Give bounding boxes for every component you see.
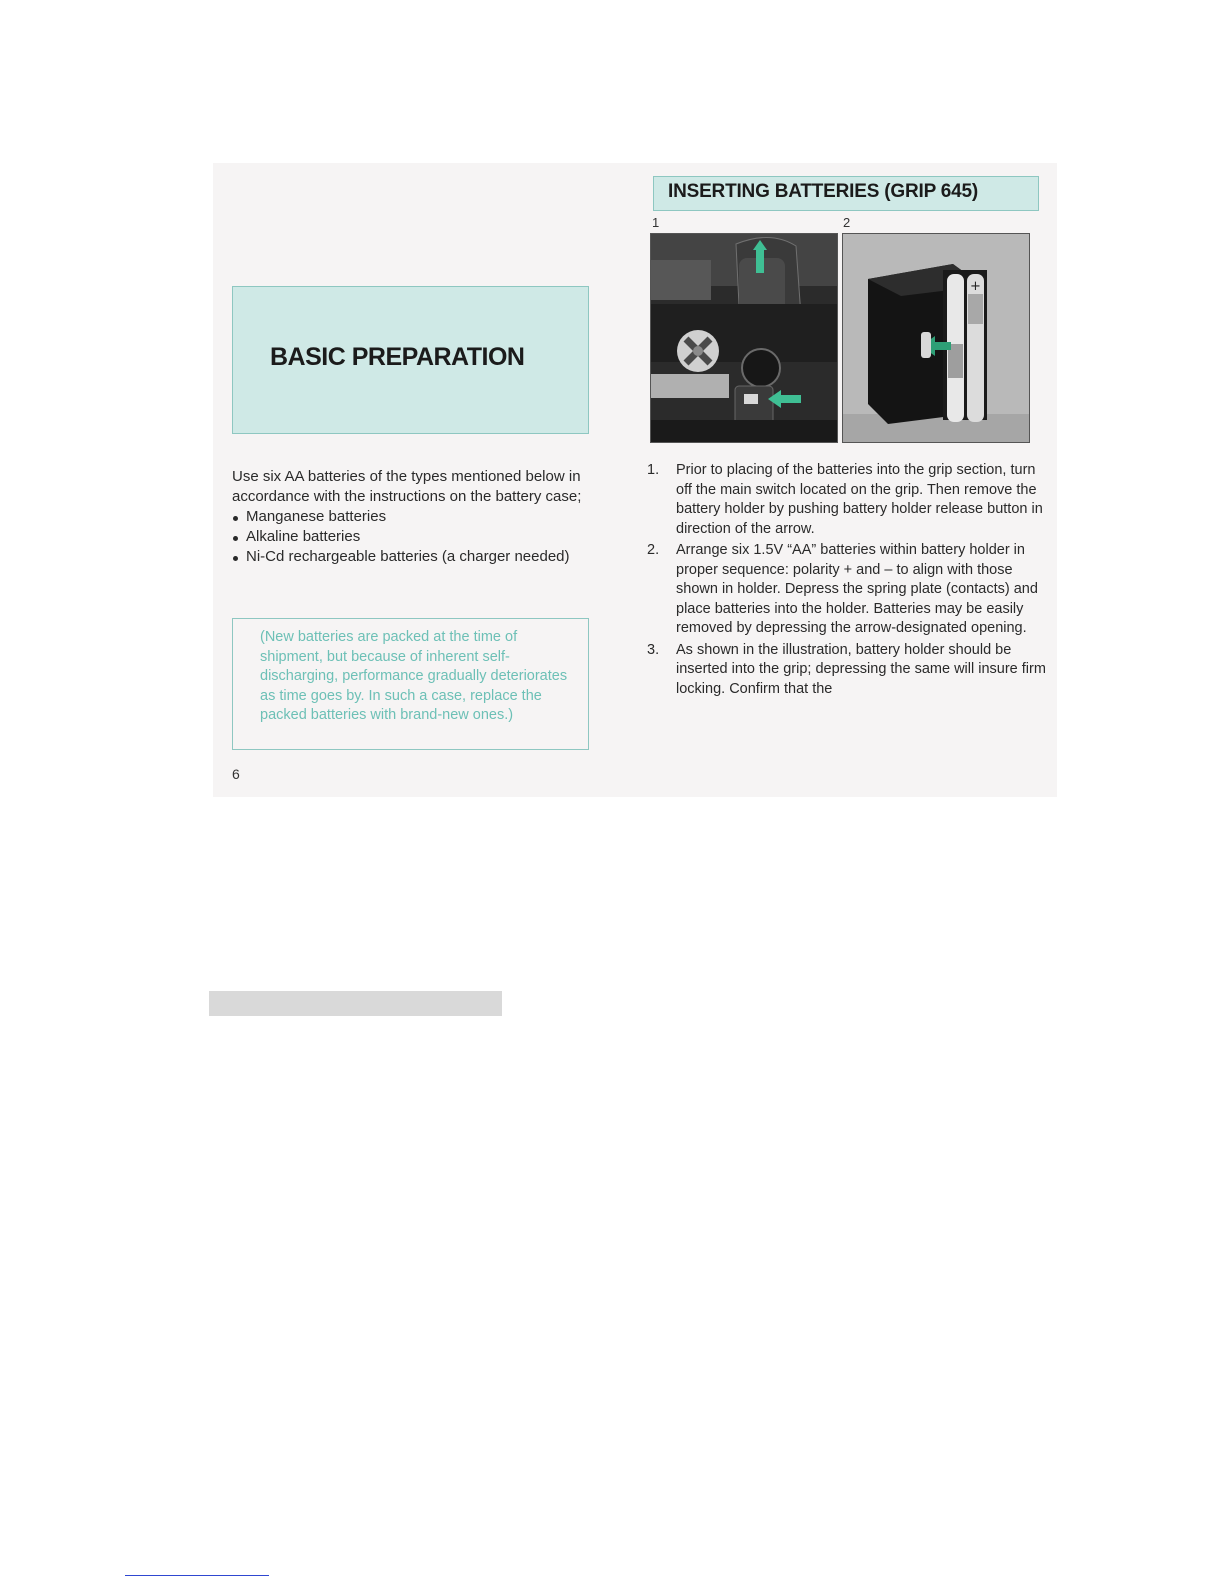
intro-text-block (232, 467, 617, 567)
battery-insertion-steps (647, 461, 1049, 701)
step-item (647, 641, 1049, 700)
svg-text:+: + (970, 279, 981, 294)
intro-paragraph: Use six AA batteries of the types mentioned below in accordance with the instructions on the battery case; (232, 468, 582, 505)
page-number: 6 (232, 766, 240, 782)
step-text: Prior to placing of the batteries into the grip section, turn off the main switch located on the grip. Then remove the battery holder by pushing battery holder release button in direction of the arrow. (676, 462, 1043, 537)
step-number: 2. (647, 542, 660, 558)
step-text: As shown in the illustration, battery holder should be inserted into the grip; depressing the same will insure firm locking. Confirm that the (676, 641, 1046, 697)
gray-placeholder-bar (209, 991, 502, 1016)
note-text: (New batteries are packed at the time of shipment, but because of inherent self-discharging, performance gradually deteriorates as time goes by. In such a case, replace the packed batteries with brand-new ones.) (260, 629, 568, 724)
figure-label: 1 (652, 215, 660, 230)
figure-label: 2 (843, 215, 851, 230)
step-number: 3. (647, 641, 660, 658)
battery-holder-photo (842, 233, 1030, 443)
camera-grip-release-photo (650, 233, 838, 443)
section-heading: INSERTING BATTERIES (GRIP 645) (668, 181, 979, 202)
section-title: BASIC PREPARATION (270, 343, 525, 371)
bottom-link-underline[interactable] (125, 1575, 269, 1576)
battery-type-list (232, 507, 617, 567)
battery-type-item: Alkaline batteries (232, 527, 617, 547)
step-item (647, 541, 1049, 639)
step-text: Arrange six 1.5V “AA” batteries within battery holder in proper sequence: polarity + and – to align with those shown in holder. Depress the spring plate (contacts) and place batteries into the holder. Batteries may be easily removed by depressing the arrow-designated opening. (676, 542, 1038, 636)
step-number: 1. (647, 462, 660, 478)
battery-type-item: Manganese batteries (232, 507, 617, 527)
step-item (647, 461, 1049, 539)
battery-type-item: Ni-Cd rechargeable batteries (a charger needed) (232, 547, 617, 567)
